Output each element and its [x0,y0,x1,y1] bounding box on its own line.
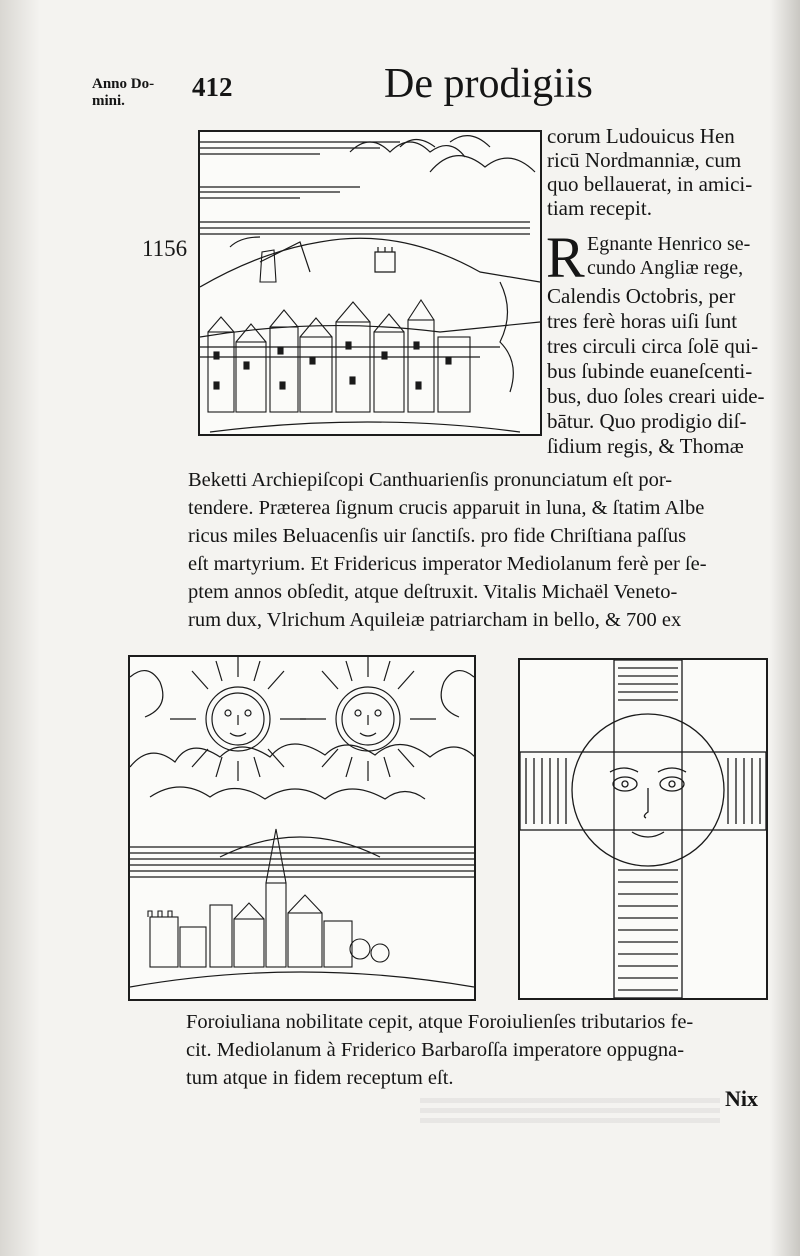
body-text-line: Foroiuliana nobilitate cepit, atque Foroiulienſes tributarios fe- [186,1011,694,1033]
drop-cap: R [546,225,585,290]
page-number: 412 [192,72,233,102]
woodcut-town-three-circles [198,130,542,436]
side-annotation-line-2: mini. [92,93,125,109]
body-text-line: tum atque in fidem receptum eſt. [186,1067,454,1089]
running-title: De prodigiis [384,61,593,107]
woodcut-cross-in-moon [518,658,768,1000]
right-text-line: tres ferè horas uiſi ſunt [547,309,738,333]
right-text-line: bātur. Quo prodigio diſ- [547,409,747,433]
body-text-line: cit. Mediolanum à Friderico Barbaroſſa imperatore oppugna- [186,1039,685,1061]
side-annotation-line-1: Anno Do- [92,76,155,92]
sun-right [300,657,436,781]
right-text-line: quo bellauerat, in amici- [547,172,753,196]
right-text-line: tres circuli circa ſolē qui- [547,334,759,358]
body-text-line: Beketti Archiepiſcopi Canthuarienſis pronunciatum eſt por- [188,469,673,491]
body-text-line: tendere. Præterea ſignum crucis apparuit in luna, & ſtatim Albe [188,497,705,519]
woodcut-cross-svg [520,660,766,998]
right-text-line: ſidium regis, & Thomæ [547,434,744,458]
show-through-bleed [420,1098,720,1128]
body-text-line: eſt martyrium. Et Fridericus imperator Mediolanum ferè per ſe- [188,553,707,575]
body-text-line: ricus miles Beluacenſis uir ſanctiſs. pro fide Chriſtiana paſſus [188,525,687,547]
woodcut-two-suns [128,655,476,1001]
woodcut-town-svg [200,132,540,434]
side-annotation [92,76,154,110]
body-text-line: ptem annos obſedit, atque deſtruxit. Vitalis Michaël Veneto- [188,581,678,603]
right-text-line: corum Ludouicus Hen [547,124,735,148]
margin-year: 1156 [142,236,188,261]
page-edge-shadow-left [0,0,40,1256]
right-text-line: ricū Nordmanniæ, cum [547,148,742,172]
page-edge-shadow-right [770,0,800,1256]
catchword: Nix [725,1086,758,1111]
woodcut-two-suns-svg [130,657,474,999]
sun-left [170,657,306,781]
right-text-line: bus, duo ſoles creari uide- [547,384,765,408]
right-text-line: tiam recepit. [547,196,652,220]
body-text-line: rum dux, Vlrichum Aquileiæ patriarcham in bello, & 700 ex [188,609,682,631]
right-text-line: Calendis Octobris, per [547,284,736,308]
right-text-line: cundo Angliæ rege, [587,257,744,279]
right-text-line: bus ſubinde euaneſcenti- [547,359,753,383]
right-text-line: Egnante Henrico se- [587,233,751,255]
